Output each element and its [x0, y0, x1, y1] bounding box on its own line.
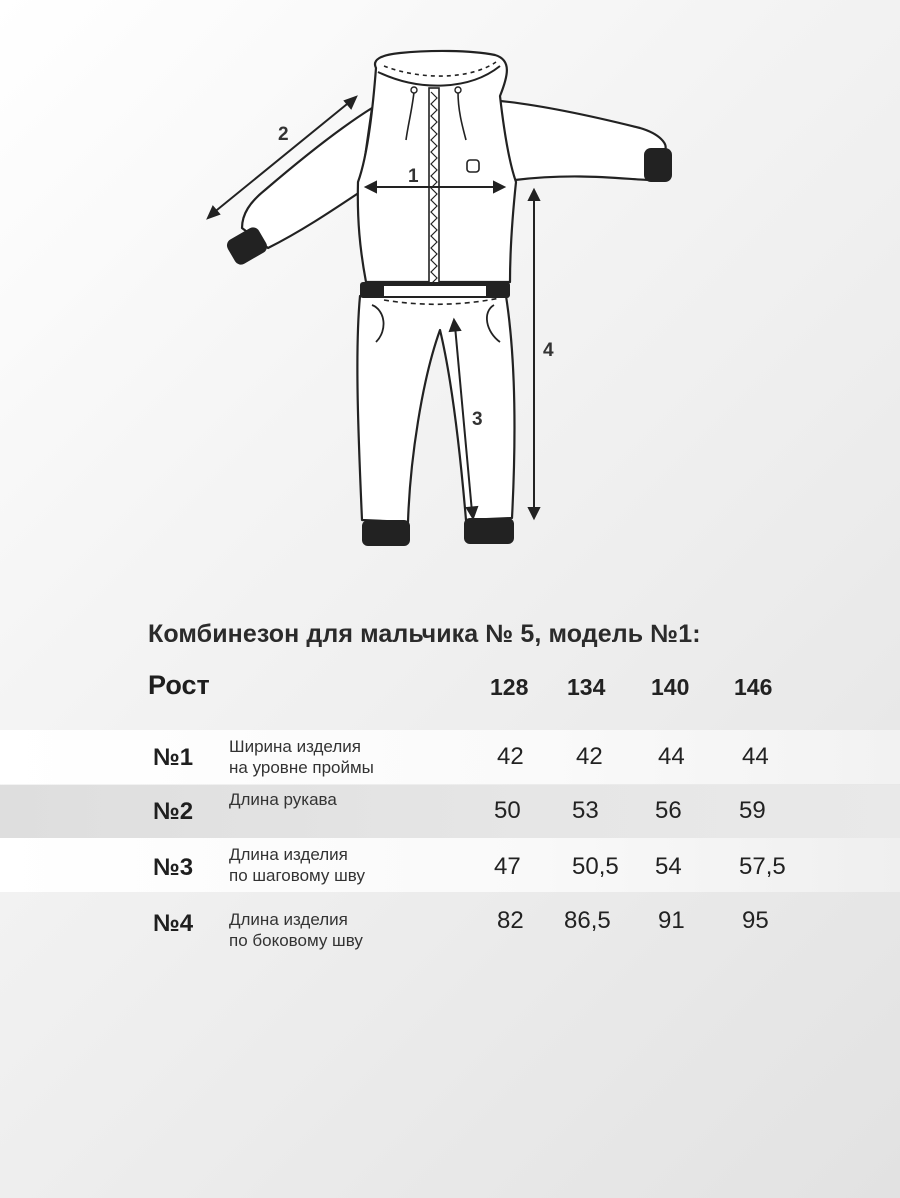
measurement-row-3 — [0, 838, 900, 892]
measurement-row-4 — [0, 893, 900, 963]
measurement-row-2 — [0, 785, 900, 839]
measure-label-1: 1 — [408, 166, 419, 187]
value-140: 56 — [655, 797, 682, 824]
right-sleeve — [490, 100, 666, 180]
row-description-line2: по боковому шву — [229, 931, 363, 950]
row-description — [229, 736, 374, 778]
right-sleeve-cuff — [644, 148, 672, 182]
logo-patch — [467, 160, 479, 172]
value-140: 54 — [655, 853, 682, 880]
value-134: 42 — [576, 743, 603, 770]
row-number: №4 — [153, 910, 194, 937]
row-description-line2: по шаговому шву — [229, 866, 365, 885]
row-description — [229, 844, 365, 886]
row-number: №2 — [153, 798, 194, 825]
value-146: 95 — [742, 907, 769, 934]
value-128: 42 — [497, 743, 524, 770]
value-140: 44 — [658, 743, 685, 770]
row-description-line1: Длина изделия — [229, 910, 348, 929]
value-146: 59 — [739, 797, 766, 824]
row-description-line1: Ширина изделия — [229, 737, 361, 756]
right-leg-cuff — [464, 518, 514, 544]
value-146: 44 — [742, 743, 769, 770]
row-description-line1: Длина изделия — [229, 845, 348, 864]
measure-label-3: 3 — [472, 409, 483, 430]
size-140: 140 — [651, 674, 690, 700]
value-134: 50,5 — [572, 853, 619, 880]
value-140: 91 — [658, 907, 685, 934]
size-128: 128 — [490, 674, 529, 700]
size-chart-title: Комбинезон для мальчика № 5, модель №1: — [148, 620, 701, 648]
size-134: 134 — [567, 674, 606, 700]
value-128: 47 — [494, 853, 521, 880]
left-sleeve — [242, 108, 372, 248]
left-leg-cuff — [362, 520, 410, 546]
row-description — [229, 909, 363, 951]
measurement-row-1 — [0, 730, 900, 784]
measure-label-2: 2 — [278, 124, 289, 145]
row-number: №1 — [153, 744, 194, 771]
value-134: 53 — [572, 797, 599, 824]
size-146: 146 — [734, 674, 773, 700]
value-128: 50 — [494, 797, 521, 824]
value-134: 86,5 — [564, 907, 611, 934]
trousers — [357, 296, 514, 522]
row-description-line2: на уровне проймы — [229, 758, 374, 777]
measure-label-4: 4 — [543, 340, 554, 361]
row-description — [229, 789, 337, 810]
row-number: №3 — [153, 854, 194, 881]
size-header-row — [0, 668, 900, 708]
height-label: Рост — [148, 670, 210, 700]
value-128: 82 — [497, 907, 524, 934]
value-146: 57,5 — [739, 853, 786, 880]
row-description-line1: Длина рукава — [229, 790, 337, 809]
